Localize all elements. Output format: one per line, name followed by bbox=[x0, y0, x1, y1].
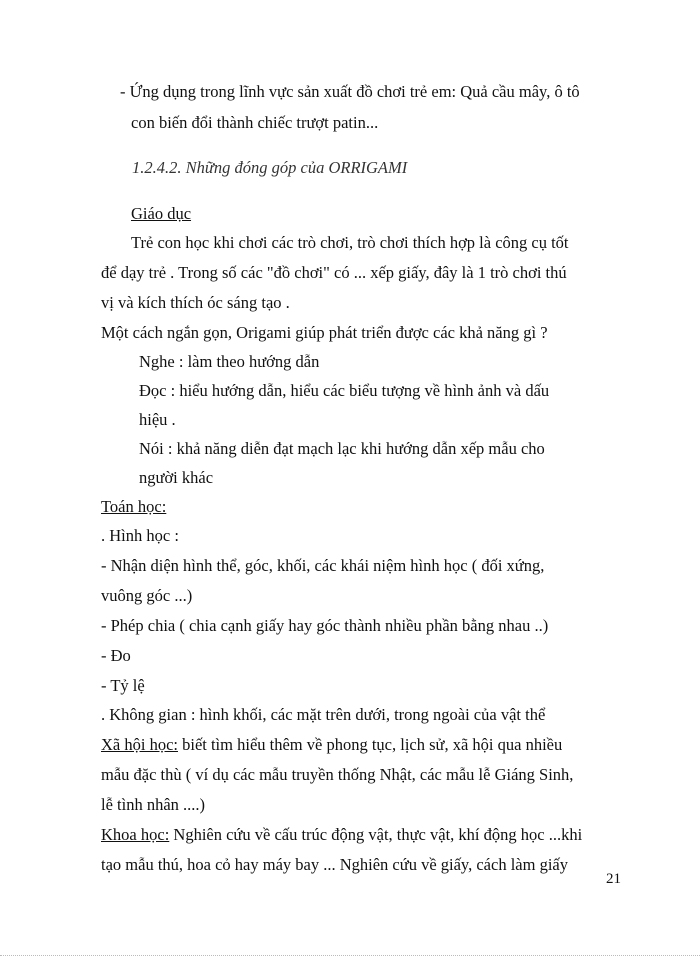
social-text: biết tìm hiểu thêm về phong tục, lịch sử, xã hội qua nhiều bbox=[177, 735, 563, 754]
science-line2: tạo mẫu thú, hoa cỏ hay máy bay ... Nghiên cứu về giấy, cách làm giấy bbox=[101, 855, 568, 874]
geometry-label: . Hình học : bbox=[101, 526, 179, 545]
geometry-item-line2: vuông góc ...) bbox=[101, 586, 193, 605]
subheading-xa-hoi-hoc: Xã hội học: bbox=[101, 735, 178, 754]
skill-speaking-line2: người khác bbox=[139, 468, 214, 487]
skill-reading-line1: Đọc : hiểu hướng dẫn, hiểu các biểu tượng về hình ảnh và dấu bbox=[139, 381, 550, 400]
page-number: 21 bbox=[606, 871, 621, 887]
page-bottom-divider bbox=[0, 955, 700, 956]
division-item: - Phép chia ( chia cạnh giấy hay góc thành nhiều phần bằng nhau ..) bbox=[101, 616, 549, 635]
social-line2: mẫu đặc thù ( ví dụ các mẫu truyền thống Nhật, các mẫu lễ Giáng Sinh, bbox=[101, 765, 574, 784]
bullet-toys-line1: - Ứng dụng trong lĩnh vực sản xuất đồ chơi trẻ em: Quả cầu mây, ô tô bbox=[120, 82, 580, 101]
paragraph-line: Một cách ngắn gọn, Origami giúp phát triển được các khả năng gì ? bbox=[101, 323, 548, 342]
space-item: . Không gian : hình khối, các mặt trên dưới, trong ngoài của vật thể bbox=[101, 705, 546, 724]
skill-listening: Nghe : làm theo hướng dẫn bbox=[139, 352, 320, 371]
bullet-toys-line2: con biến đổi thành chiếc trượt patin... bbox=[131, 113, 379, 132]
paragraph-line: Trẻ con học khi chơi các trò chơi, trò chơi thích hợp là công cụ tốt bbox=[131, 233, 569, 252]
skill-reading-line2: hiệu . bbox=[139, 410, 176, 429]
science-text: Nghiên cứu về cấu trúc động vật, thực vật, khí động học ...khi bbox=[169, 825, 583, 844]
ratio-item: - Tỷ lệ bbox=[101, 676, 145, 695]
geometry-item-line1: - Nhận diện hình thể, góc, khối, các khái niệm hình học ( đối xứng, bbox=[101, 556, 545, 575]
science-line1 bbox=[101, 825, 582, 845]
skill-speaking-line1: Nói : khả năng diễn đạt mạch lạc khi hướng dẫn xếp mẫu cho bbox=[139, 439, 545, 458]
paragraph-line: vị và kích thích óc sáng tạo . bbox=[101, 293, 290, 312]
section-heading: 1.2.4.2. Những đóng góp của ORRIGAMI bbox=[132, 158, 408, 177]
subheading-khoa-hoc: Khoa học: bbox=[101, 825, 170, 844]
subheading-toan-hoc: Toán học: bbox=[101, 497, 167, 516]
measure-item: - Đo bbox=[101, 646, 131, 665]
social-line3: lễ tình nhân ....) bbox=[101, 795, 206, 814]
social-line1 bbox=[101, 735, 562, 755]
paragraph-line: để dạy trẻ . Trong số các "đồ chơi" có ... xếp giấy, đây là 1 trò chơi thú bbox=[101, 263, 567, 282]
subheading-giao-duc: Giáo dục bbox=[131, 204, 192, 223]
